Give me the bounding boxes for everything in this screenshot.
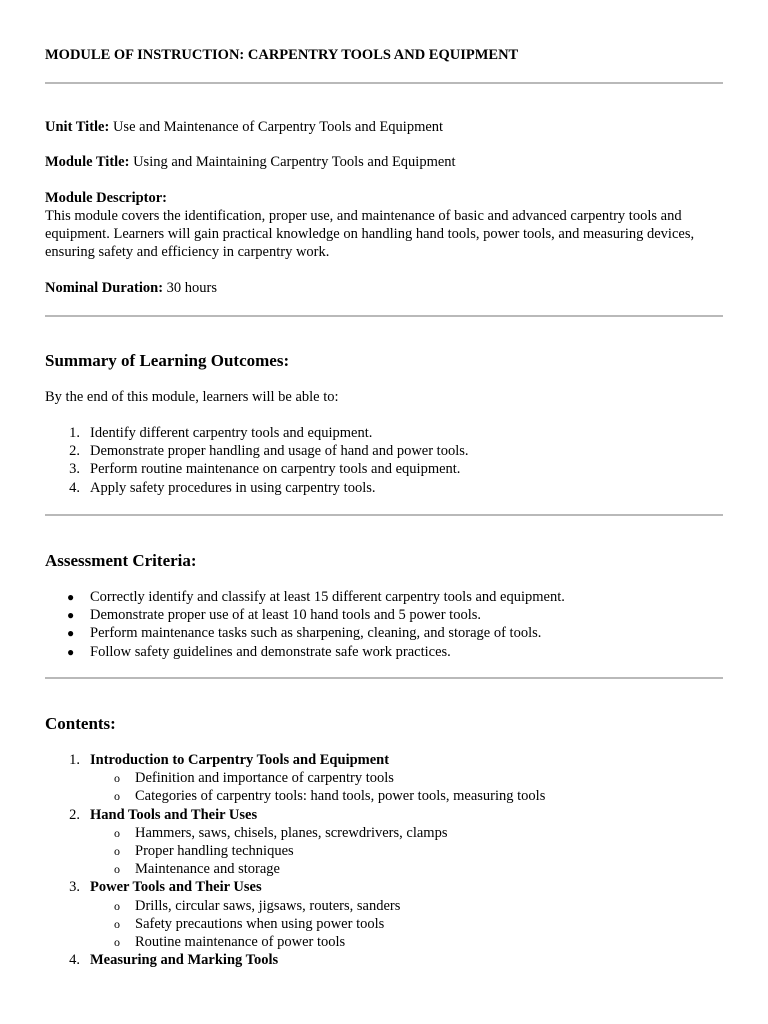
outcome-item	[45, 479, 469, 497]
assessment-heading: Assessment Criteria:	[45, 551, 197, 570]
contents-subitem-text: Maintenance and storage	[135, 861, 280, 878]
contents-item-title: Power Tools and Their Uses	[90, 879, 262, 896]
assessment-text: Demonstrate proper use of at least 10 hand tools and 5 power tools.	[90, 607, 482, 624]
contents-item-title: Hand Tools and Their Uses	[90, 806, 258, 823]
contents-heading: Contents:	[45, 714, 116, 733]
bullet-icon: ●	[67, 608, 75, 623]
unit-title-label: Unit Title:	[45, 119, 110, 135]
contents-number: 3.	[69, 879, 80, 896]
nominal-duration-value: 30 hours	[163, 280, 218, 296]
divider-3	[45, 514, 723, 516]
circle-bullet-icon: o	[114, 862, 120, 877]
circle-bullet-icon: o	[114, 789, 120, 804]
outcomes-intro: By the end of this module, learners will be able to:	[45, 389, 339, 405]
assessment-item	[45, 624, 565, 642]
outcome-text: Perform routine maintenance on carpentry tools and equipment.	[90, 461, 461, 478]
outcome-text: Identify different carpentry tools and equipment.	[90, 425, 373, 441]
module-title-value: Using and Maintaining Carpentry Tools and Equipment	[129, 154, 456, 170]
contents-item-title: Introduction to Carpentry Tools and Equipment	[90, 752, 390, 768]
contents-subitem-text: Safety precautions when using power tools	[135, 915, 385, 932]
contents-sublist	[90, 769, 545, 805]
contents-item	[45, 951, 545, 969]
outcome-item	[45, 460, 469, 478]
bullet-icon: ●	[67, 644, 75, 659]
assessment-text: Follow safety guidelines and demonstrate safe work practices.	[90, 643, 451, 660]
outcome-text: Demonstrate proper handling and usage of hand and power tools.	[90, 443, 469, 460]
outcome-text: Apply safety procedures in using carpentry tools.	[90, 479, 376, 496]
contents-number: 2.	[69, 806, 80, 823]
outcome-item	[45, 424, 469, 442]
module-title-label: Module Title:	[45, 154, 130, 170]
contents-subitem-text: Proper handling techniques	[135, 843, 294, 860]
contents-subitem	[90, 933, 545, 951]
contents-subitem	[90, 842, 545, 860]
contents-subitem-text: Drills, circular saws, jigsaws, routers, sanders	[135, 897, 401, 914]
circle-bullet-icon: o	[114, 771, 120, 786]
contents-item	[45, 751, 545, 806]
outcome-number: 4.	[69, 479, 80, 496]
circle-bullet-icon: o	[114, 825, 120, 840]
outcomes-heading: Summary of Learning Outcomes:	[45, 351, 290, 370]
assessment-item	[45, 606, 565, 624]
assessment-item	[45, 588, 565, 606]
circle-bullet-icon: o	[114, 898, 120, 913]
contents-item	[45, 878, 545, 951]
circle-bullet-icon: o	[114, 916, 120, 931]
nominal-duration-field	[45, 279, 723, 297]
contents-number: 4.	[69, 952, 80, 969]
module-descriptor-field	[45, 189, 723, 261]
module-descriptor-text: This module covers the identification, proper use, and maintenance of basic and advanced carpentry tools and equipment. Learners will gain practical knowledge on handling hand tools, power tools, and measuring devices, ensuring safety and efficiency in carpentry work.	[45, 208, 695, 260]
unit-title-field	[45, 118, 723, 136]
contents-list	[45, 751, 545, 969]
outcome-number: 1.	[69, 425, 80, 441]
contents-sublist	[90, 897, 545, 952]
outcome-number: 3.	[69, 461, 80, 478]
outcome-number: 2.	[69, 443, 80, 460]
bullet-icon: ●	[67, 590, 75, 604]
contents-item	[45, 806, 545, 879]
contents-subitem-text: Routine maintenance of power tools	[135, 934, 346, 951]
bullet-icon: ●	[67, 626, 75, 641]
assessment-item	[45, 643, 565, 661]
contents-subitem	[90, 915, 545, 933]
outcome-item	[45, 442, 469, 460]
contents-subitem-text: Definition and importance of carpentry tools	[135, 770, 394, 787]
contents-subitem	[90, 897, 545, 915]
nominal-duration-label: Nominal Duration:	[45, 280, 164, 296]
contents-subitem-text: Hammers, saws, chisels, planes, screwdrivers, clamps	[135, 824, 448, 841]
contents-subitem	[90, 769, 545, 787]
contents-number: 1.	[69, 752, 80, 768]
contents-item-title: Measuring and Marking Tools	[90, 952, 279, 969]
divider-4	[45, 677, 723, 679]
circle-bullet-icon: o	[114, 935, 120, 950]
contents-sublist	[90, 824, 545, 879]
contents-subitem-text: Categories of carpentry tools: hand tools, power tools, measuring tools	[135, 788, 546, 805]
contents-subitem	[90, 860, 545, 878]
contents-subitem	[90, 787, 545, 805]
unit-title-value: Use and Maintenance of Carpentry Tools and Equipment	[109, 119, 444, 135]
divider-2	[45, 315, 723, 317]
outcomes-list	[45, 424, 469, 497]
circle-bullet-icon: o	[114, 844, 120, 859]
document-title: MODULE OF INSTRUCTION: CARPENTRY TOOLS AND EQUIPMENT	[45, 47, 519, 63]
assessment-text: Perform maintenance tasks such as sharpening, cleaning, and storage of tools.	[90, 625, 542, 642]
divider-1	[45, 82, 723, 84]
module-title-field	[45, 153, 723, 171]
contents-subitem	[90, 824, 545, 842]
assessment-list	[45, 588, 565, 661]
module-descriptor-label: Module Descriptor:	[45, 190, 168, 206]
assessment-text: Correctly identify and classify at least 15 different carpentry tools and equipment.	[90, 589, 565, 605]
